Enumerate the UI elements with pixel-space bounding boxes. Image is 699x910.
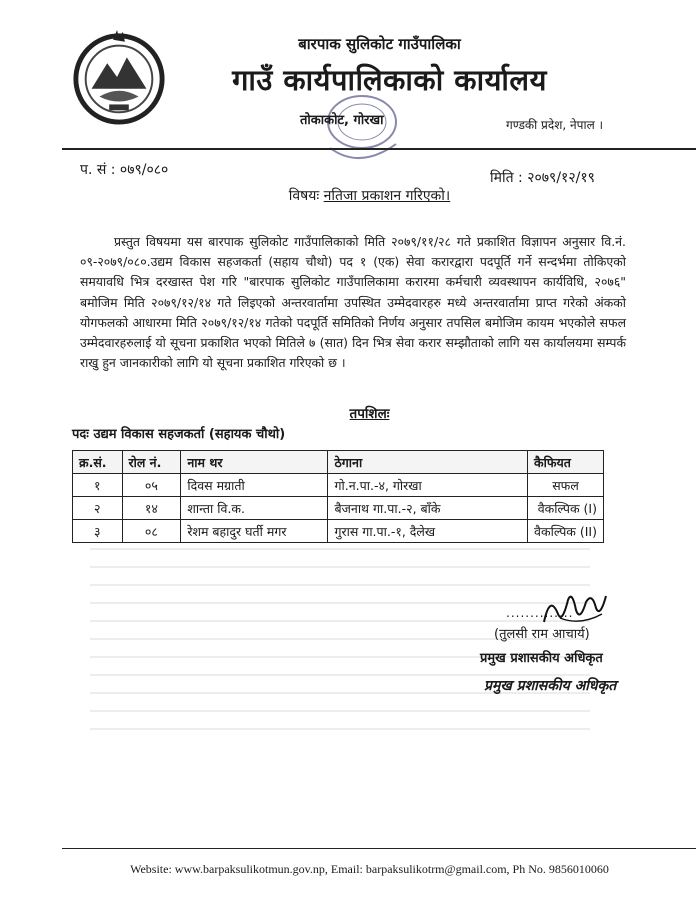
results-table (72, 450, 604, 543)
office-address: तोकाकोट, गोरखा (300, 113, 384, 128)
list-title: तपशिलः (349, 406, 390, 422)
cell-address: गो.न.पा.-४, गोरखा (328, 474, 528, 497)
header-divider (62, 148, 696, 150)
col-name: नाम थर (181, 451, 328, 474)
cell-address: बैजनाथ गा.पा.-२, बाँके (328, 497, 528, 520)
cell-name: दिवस मग्राती (181, 474, 328, 497)
footer-contact: Website: www.barpaksulikotmun.gov.np, Email: barpaksulikotrm@gmail.com, Ph No. 9856010060 (130, 862, 609, 876)
cell-serial: १ (73, 474, 123, 497)
cell-roll: ०८ (122, 520, 181, 543)
post-name: पदः उद्यम विकास सहजकर्ता (सहायक चौथो) (72, 427, 286, 442)
col-address: ठेगाना (328, 451, 528, 474)
col-remark: कैफियत (528, 451, 604, 474)
reference-number: प. सं : ०७९/०८० (80, 162, 169, 178)
issue-date: मिति : २०७९/१२/१९ (490, 170, 595, 186)
signature-line: .............. (506, 606, 574, 620)
cell-remark: वैकल्पिक (I) (528, 497, 604, 520)
office-seal-icon (300, 92, 410, 172)
cell-roll: ०५ (122, 474, 181, 497)
table-row (73, 497, 604, 520)
cell-remark: वैकल्पिक (II) (528, 520, 604, 543)
table-row (73, 474, 604, 497)
cell-roll: १४ (122, 497, 181, 520)
subject-label: विषयः (288, 188, 320, 204)
cell-remark: सफल (528, 474, 604, 497)
cell-name: शान्ता वि.क. (181, 497, 328, 520)
footer-divider (62, 848, 696, 849)
office-title: गाउँ कार्यपालिकाको कार्यालय (232, 63, 547, 97)
notice-body (80, 232, 626, 373)
subject-line (0, 186, 699, 205)
col-roll: रोल नं. (122, 451, 181, 474)
table-header-row (73, 451, 604, 474)
cell-name: रेशम बहादुर घर्ती मगर (181, 520, 328, 543)
cell-serial: २ (73, 497, 123, 520)
municipality-name: बारपाक सुलिकोट गाउँपालिका (298, 35, 461, 53)
show-through-noise (90, 548, 590, 738)
cell-address: गुरास गा.पा.-१, दैलेख (328, 520, 528, 543)
col-serial: क्र.सं. (73, 451, 123, 474)
subject-text: नतिजा प्रकाशन गरिएको। (323, 188, 451, 204)
signatory-name: (तुलसी राम आचार्य) (494, 627, 590, 642)
signatory-stamp: प्रमुख प्रशासकीय अधिकृत (484, 678, 617, 694)
signatory-title: प्रमुख प्रशासकीय अधिकृत (480, 651, 603, 666)
notice-paragraph: प्रस्तुत विषयमा यस बारपाक सुलिकोट गाउँपालिकाको मिति २०७९/११/२८ गते प्रकाशित विज्ञापन अनुसार वि.नं. ०९-२०७९/०८०.उद्यम विकास सहजकर्ता (सहाय चौथो) पद १ (एक) सेवा करारद्वारा पदपूर्ति गर्ने सन्दर्भमा तोकिएको समयावधि भित्र दरखास्त पेश गरि "बारपाक सुलिकोट गाउँपालिकामा करारमा कर्मचारी व्यवस्थापन कार्यविधि, २०७६" बमोजिम मिति २०७९/१२/१४ गते लिइएको अन्तरवार्तामा उपस्थित उम्मेदवारहरु मध्ये अन्तरवार्तामा प्राप्त गरेको अंकको योगफलको आधारमा मिति २०७९/१२/१४ गतेको पदपूर्ति समितिको निर्णय अनुसार तपसिल बमोजिम कायम भएकोले सफल उम्मेदवारहरुलाई यो सूचना प्रकाशित भएको मितिले ७ (सात) दिन भित्र सेवा करार सम्झौताको लागि यस कार्यालयमा सम्पर्क राखु हुन जानकारीको लागि यो सूचना प्रकाशित गरिएको छ । (80, 234, 626, 371)
table-row (73, 520, 604, 543)
cell-serial: ३ (73, 520, 123, 543)
province-label: गण्डकी प्रदेश, नेपाल । (506, 118, 604, 132)
